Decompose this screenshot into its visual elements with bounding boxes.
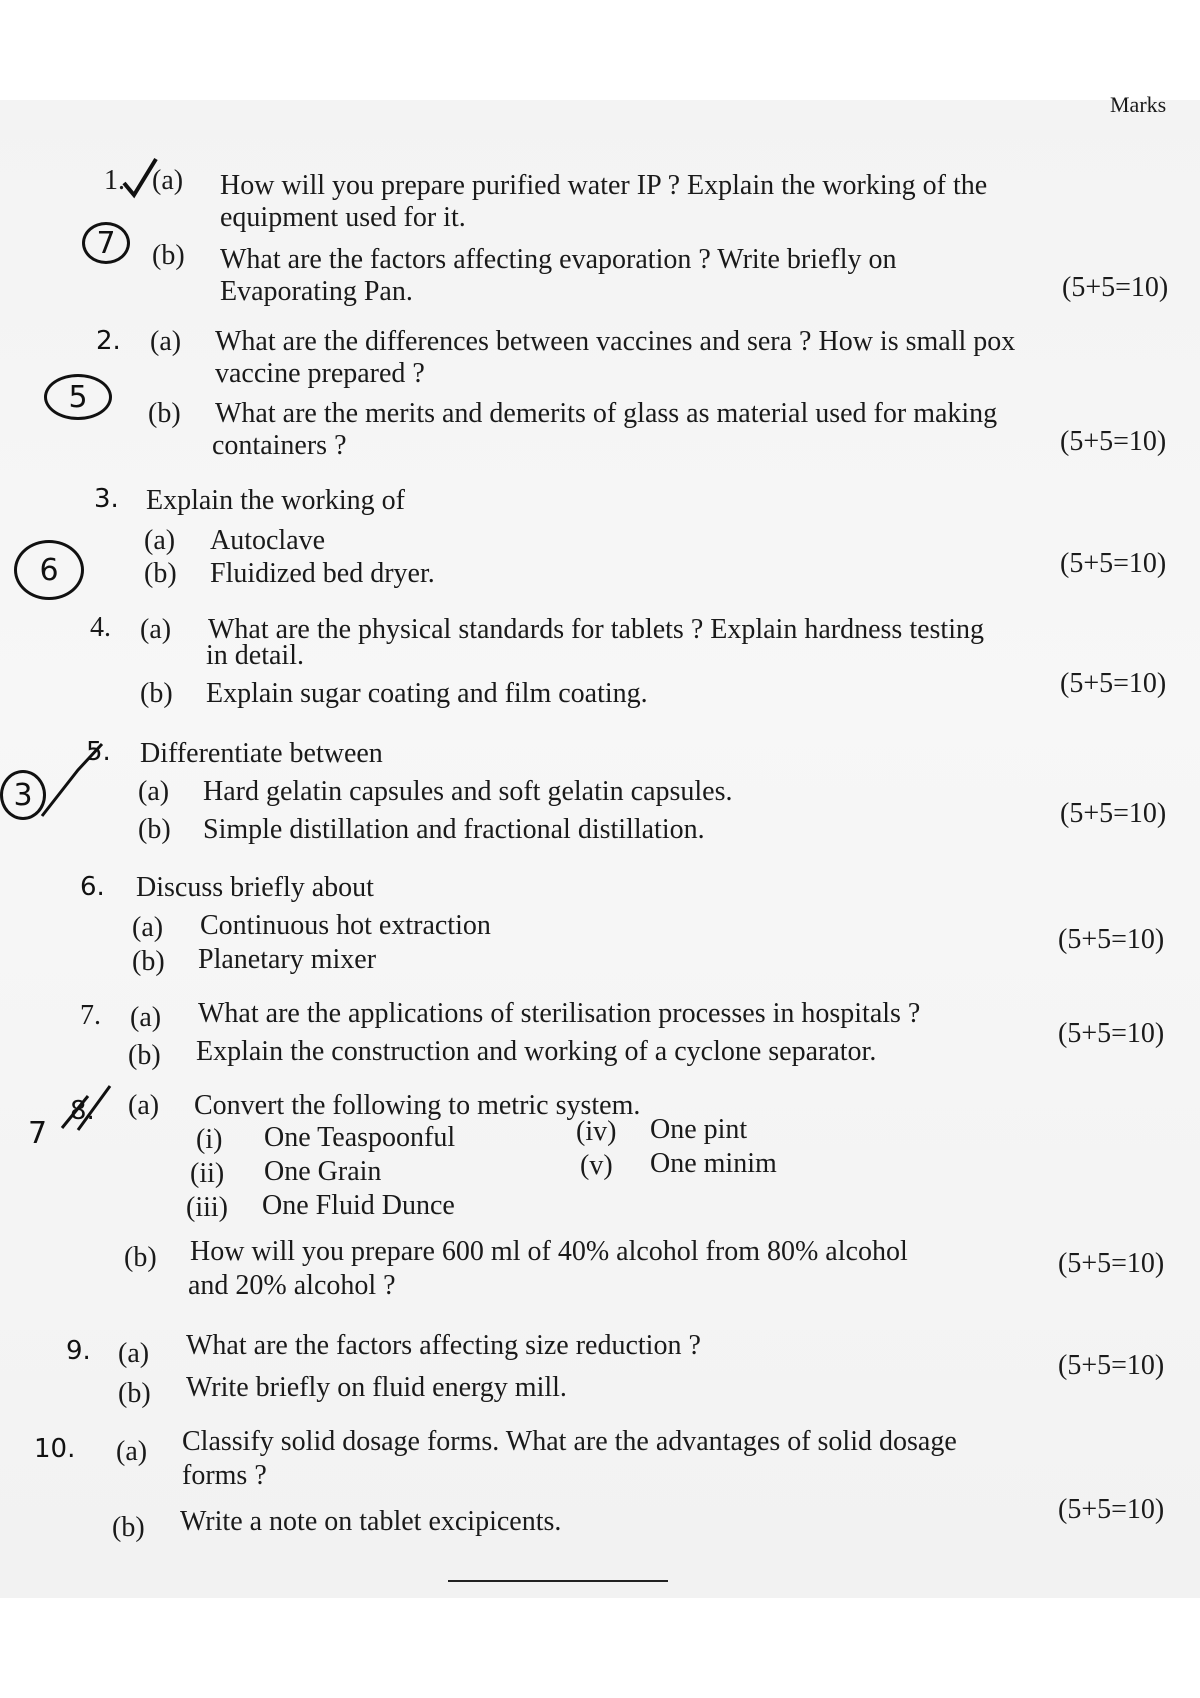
q4-marks: (5+5=10) xyxy=(1060,668,1167,699)
q6-stem: Discuss briefly about xyxy=(136,872,374,903)
q5-b-line1: Simple distillation and fractional distillation. xyxy=(203,814,705,845)
q4-b-line1: Explain sugar coating and film coating. xyxy=(206,678,648,709)
q7-a-line1: What are the applications of sterilisation processes in hospitals ? xyxy=(198,998,921,1029)
q7-number: 7. xyxy=(80,1000,101,1031)
q1-marks: (5+5=10) xyxy=(1062,272,1169,303)
q1-a-line1: How will you prepare purified water IP ? Explain the working of the xyxy=(220,170,988,201)
q3-b-line1: Fluidized bed dryer. xyxy=(210,558,435,589)
q1-b-label: (b) xyxy=(152,240,185,271)
q8-item-iv-text: One pint xyxy=(650,1114,748,1145)
q8-item-i-text: One Teaspoonful xyxy=(264,1122,456,1153)
q10-a-label: (a) xyxy=(116,1436,148,1467)
q3-number: 3. xyxy=(94,484,119,514)
tick-mark-icon xyxy=(38,740,108,820)
score-circle: 7 xyxy=(82,222,130,264)
score-circle: 6 xyxy=(14,540,84,600)
score-circle: 3 xyxy=(0,770,46,820)
q3-stem: Explain the working of xyxy=(146,485,405,516)
q2-marks: (5+5=10) xyxy=(1060,426,1167,457)
q8-item-v-label: (v) xyxy=(580,1150,613,1181)
exam-paper xyxy=(0,100,1200,1598)
q10-a-line1: Classify solid dosage forms. What are the advantages of solid dosage xyxy=(182,1426,957,1457)
q9-a-line1: What are the factors affecting size reduction ? xyxy=(186,1330,701,1361)
q9-number: 9. xyxy=(66,1336,91,1366)
q8-item-iii-text: One Fluid Dunce xyxy=(262,1190,455,1221)
q8-marks: (5+5=10) xyxy=(1058,1248,1165,1279)
q3-b-label: (b) xyxy=(144,558,177,589)
q7-a-label: (a) xyxy=(130,1002,162,1033)
end-rule xyxy=(448,1580,668,1582)
q9-b-label: (b) xyxy=(118,1378,151,1409)
q10-b-line1: Write a note on tablet excipicents. xyxy=(180,1506,562,1537)
score-circle: 5 xyxy=(44,374,112,420)
q2-a-label: (a) xyxy=(150,326,182,357)
q5-marks: (5+5=10) xyxy=(1060,798,1167,829)
q9-a-label: (a) xyxy=(118,1338,150,1369)
q8-item-iii-label: (iii) xyxy=(186,1192,228,1223)
q4-number: 4. xyxy=(90,612,111,643)
q8-item-ii-label: (ii) xyxy=(190,1158,225,1189)
q3-a-label: (a) xyxy=(144,525,176,556)
q9-marks: (5+5=10) xyxy=(1058,1350,1165,1381)
q6-a-label: (a) xyxy=(132,912,164,943)
q1-b-line1: What are the factors affecting evaporation ? Write briefly on xyxy=(220,244,897,275)
q4-a-line1: What are the physical standards for tablets ? Explain hardness testing xyxy=(208,614,984,645)
q2-b-label: (b) xyxy=(148,398,181,429)
q8-item-v-text: One minim xyxy=(650,1148,777,1179)
q2-a-line1: What are the differences between vaccines and sera ? How is small pox xyxy=(215,326,1016,357)
q6-a-line1: Continuous hot extraction xyxy=(200,910,491,941)
q1-b-line2: Evaporating Pan. xyxy=(220,276,413,307)
q8-item-i-label: (i) xyxy=(196,1124,223,1155)
q4-a-label: (a) xyxy=(140,614,172,645)
q8-a-line1: Convert the following to metric system. xyxy=(194,1090,641,1121)
tick-mark-icon xyxy=(58,1078,138,1138)
q10-a-line2: forms ? xyxy=(182,1460,267,1491)
q5-b-label: (b) xyxy=(138,814,171,845)
q4-a-line2: in detail. xyxy=(206,640,304,671)
q9-b-line1: Write briefly on fluid energy mill. xyxy=(186,1372,567,1403)
q2-b-line2: containers ? xyxy=(212,430,347,461)
q8-b-label: (b) xyxy=(124,1242,157,1273)
q5-a-line1: Hard gelatin capsules and soft gelatin capsules. xyxy=(203,776,733,807)
q10-marks: (5+5=10) xyxy=(1058,1494,1165,1525)
q8-a-label: (a) xyxy=(128,1090,160,1121)
q10-number: 10. xyxy=(34,1434,76,1464)
q5-a-label: (a) xyxy=(138,776,170,807)
q2-a-line2: vaccine prepared ? xyxy=(215,358,425,389)
q8-item-ii-text: One Grain xyxy=(264,1156,382,1187)
q3-marks: (5+5=10) xyxy=(1060,548,1167,579)
q7-b-line1: Explain the construction and working of a cyclone separator. xyxy=(196,1036,877,1067)
q6-marks: (5+5=10) xyxy=(1058,924,1165,955)
marks-header: Marks xyxy=(1110,92,1167,117)
q6-b-line1: Planetary mixer xyxy=(198,944,377,975)
q7-marks: (5+5=10) xyxy=(1058,1018,1165,1049)
q3-a-line1: Autoclave xyxy=(210,525,326,556)
q2-number: 2. xyxy=(96,326,121,356)
q8-item-iv-label: (iv) xyxy=(576,1116,617,1147)
q6-b-label: (b) xyxy=(132,946,165,977)
q8-b-line1: How will you prepare 600 ml of 40% alcohol from 80% alcohol xyxy=(190,1236,908,1267)
q10-b-label: (b) xyxy=(112,1512,145,1543)
score-mark: 7 xyxy=(28,1116,48,1151)
q5-number: 5. xyxy=(86,737,111,767)
q1-a-label: (a) xyxy=(152,165,184,196)
q6-number: 6. xyxy=(80,872,105,902)
q2-b-line1: What are the merits and demerits of glass as material used for making xyxy=(215,398,998,429)
q1-a-line2: equipment used for it. xyxy=(220,202,466,233)
q4-b-label: (b) xyxy=(140,678,173,709)
q8-b-line2: and 20% alcohol ? xyxy=(188,1270,396,1301)
q8-number: 8. xyxy=(70,1096,95,1126)
q7-b-label: (b) xyxy=(128,1040,161,1071)
q5-stem: Differentiate between xyxy=(140,738,383,769)
q1-number: 1. xyxy=(104,165,125,196)
